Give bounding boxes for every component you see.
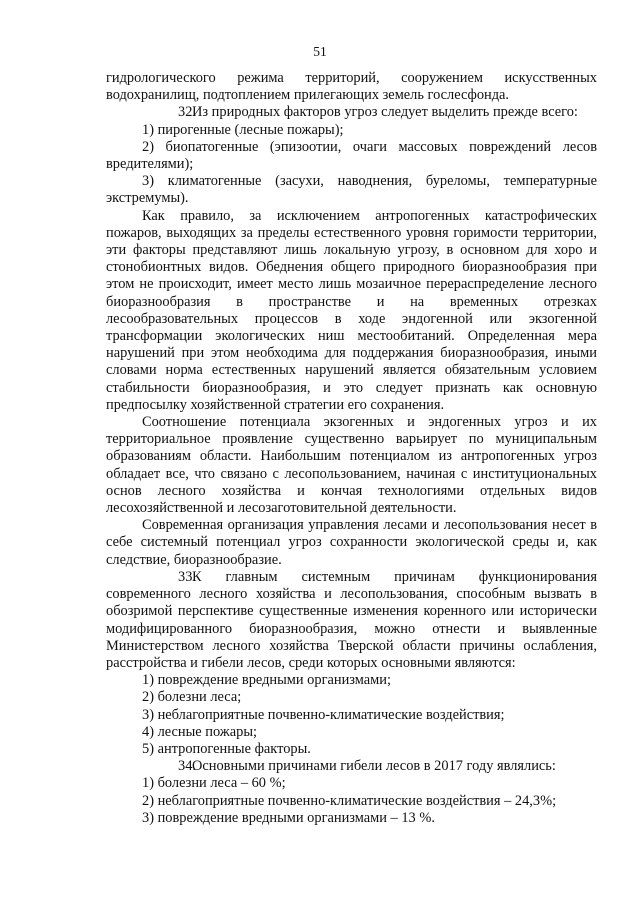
- list-item: 2) биопатогенные (эпизоотии, очаги массовых повреждений лесов вредителями);: [106, 138, 597, 173]
- list-item: 3) неблагоприятные почвенно-климатические воздействия;: [142, 706, 505, 723]
- list-item: 3) повреждение вредными организмами – 13 %.: [142, 809, 435, 826]
- list-item: 3) климатогенные (засухи, наводнения, буреломы, температурные экстремумы).: [106, 173, 597, 207]
- list-item: 1) болезни леса – 60 %;: [142, 775, 286, 792]
- list-item: 2) болезни леса;: [142, 689, 242, 706]
- paragraph-continuation: гидрологического режима территорий, сооружением искусственных водохранилищ, подтоплением прилегающих земель гослесфонда.: [106, 70, 597, 104]
- section-34-number: 34.: [178, 758, 196, 775]
- section-34-text: Основными причинами гибели лесов в 2017 году являлись:: [192, 758, 556, 775]
- paragraph-natural-factors: Как правило, за исключением антропогенных катастрофических пожаров, выходящих за пределы естественного уровня горимости территории, эти факторы представляют лишь локальную угрозу, в основном для хоро и стонобионтных видов. Обеднения общего природного биоразнообразия при этом не происходит, имеет место лишь мозаичное перераспределение лесного биоразнообразия в пространстве и на временных отрезках лесообразовательных процессов в ходе эндогенной или экзогенной трансформации экологических ниш местообитаний. Определенная мера нарушений при этом необходима для поддержания биоразнообразия, иными словами норма естественных нарушений является обязательным условием стабильности биоразнообразия, и это следует признать как основную предпосылку хозяйственной стратегии его сохранения.: [106, 207, 597, 413]
- section-33-text: К главным системным причинам функционирования современного лесного хозяйства и лесопользования, способным вызвать в обозримой перспективе существенные изменения коренного или исторически модифицированного биоразнообразия, можно отнести и выявленные Министерством лесного хозяйства Тверской области причины ослабления, расстройства и гибели лесов, среди которых основными являются:: [106, 568, 597, 671]
- section-32-number: 32.: [178, 104, 196, 121]
- page-number: 51: [313, 44, 327, 59]
- paragraph-threat-potential: Соотношение потенциала экзогенных и эндогенных угроз и их территориальное проявление существенно варьирует по муниципальным образованиям области. Наибольшим потенциалом из антропогенных угроз обладает все, что связано с лесопользованием, начиная с институциональных основ лесного хозяйства и кончая технологиями отдельных видов лесохозяйственной и лесозаготовительной деятельности.: [106, 414, 597, 517]
- list-item: 5) антропогенные факторы.: [142, 740, 311, 757]
- list-item: 1) пирогенные (лесные пожары);: [142, 121, 344, 138]
- document-body: [106, 70, 597, 827]
- section-34-heading: [106, 758, 597, 775]
- list-item: 4) лесные пожары;: [142, 723, 257, 740]
- list-item: 1) повреждение вредными организмами;: [142, 672, 391, 689]
- section-32-heading: [106, 104, 597, 121]
- section-32-text: Из природных факторов угроз следует выделить прежде всего:: [192, 104, 578, 121]
- list-item: 2) неблагоприятные почвенно-климатические воздействия – 24,3%;: [142, 792, 557, 809]
- section-33-number: 33.: [178, 568, 196, 585]
- section-33: [106, 569, 597, 672]
- paragraph-forest-management: Современная организация управления лесами и лесопользования несет в себе системный потенциал угроз сохранности экологической среды и, как следствие, биоразнообразие.: [106, 517, 597, 568]
